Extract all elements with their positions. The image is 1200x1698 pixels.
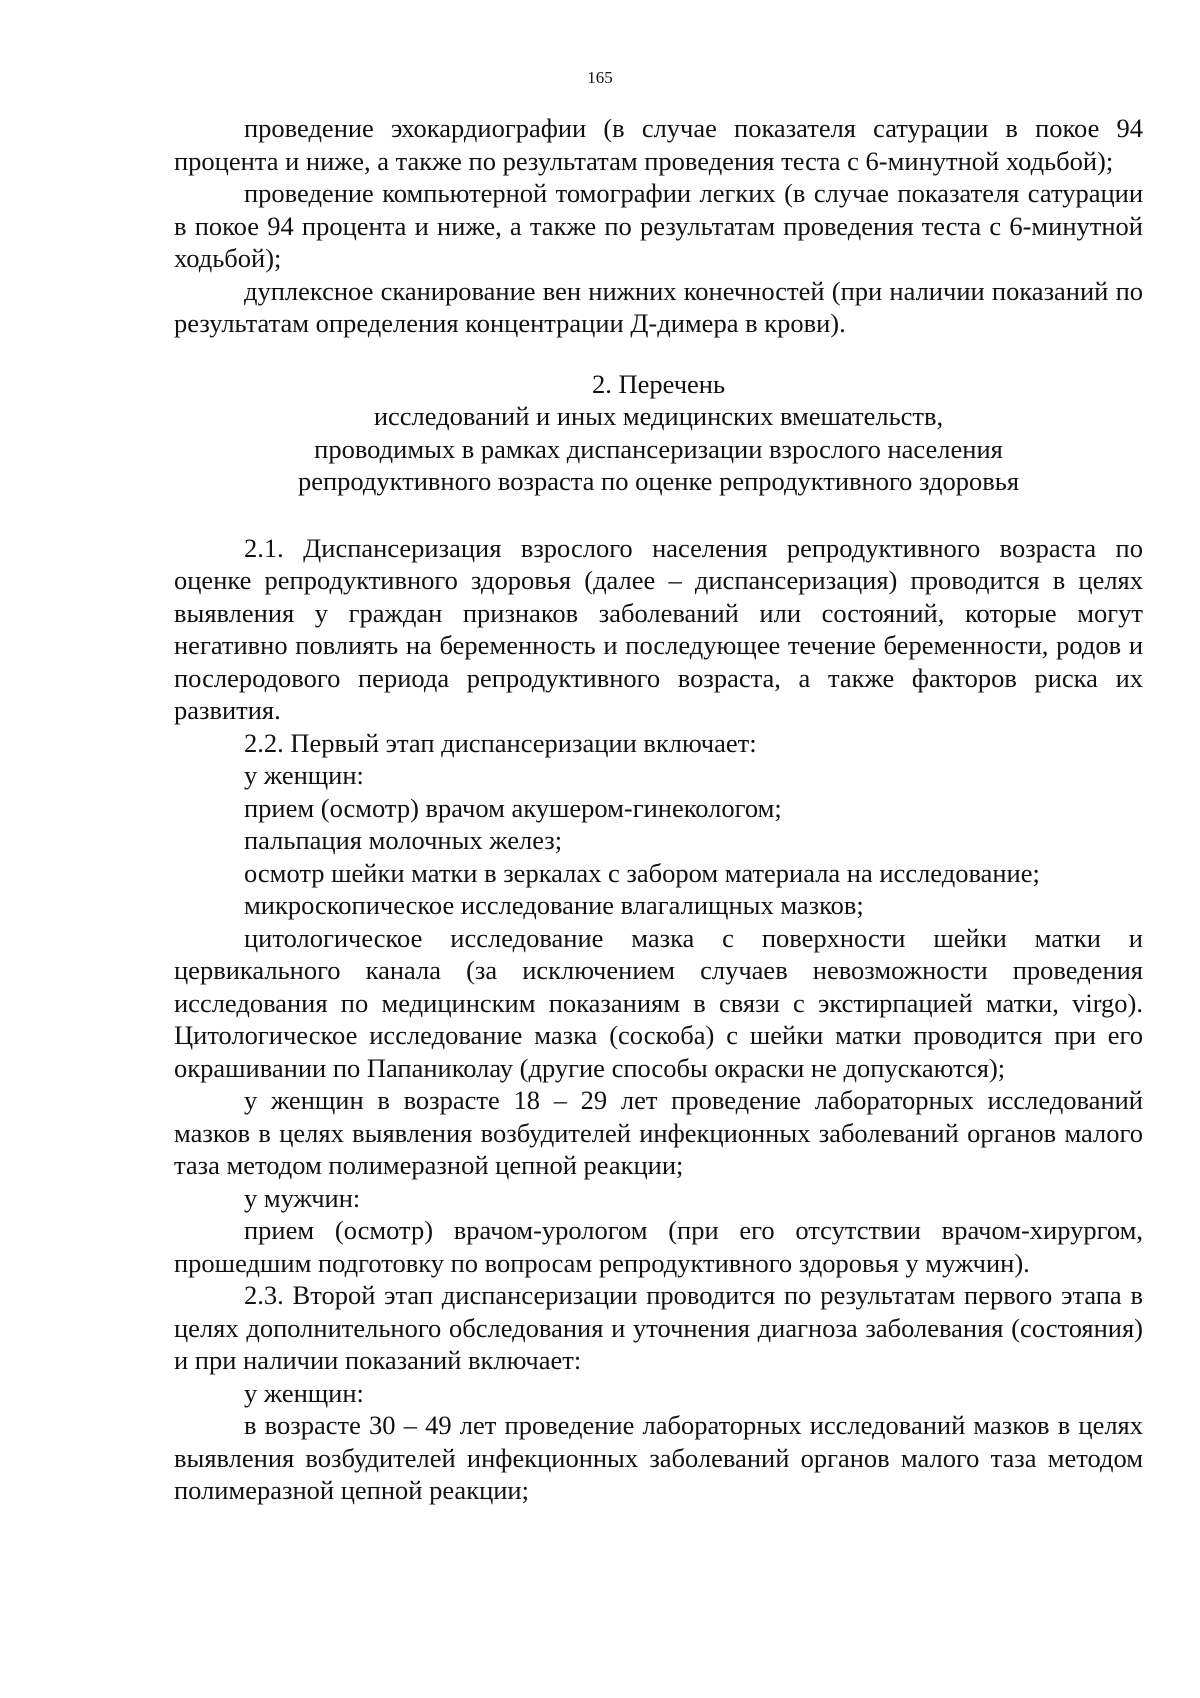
paragraph-2-3: 2.3. Второй этап диспансеризации проводится по результатам первого этапа в целях дополнительного обследования и уточнения диагноза заболевания (состояния) и при наличии показаний включает: xyxy=(174,1280,1143,1375)
list-item: микроскопическое исследование влагалищных мазков; xyxy=(244,890,864,920)
section-heading xyxy=(174,368,1143,498)
section-heading-line: репродуктивного возраста по оценке репродуктивного здоровья xyxy=(297,466,1020,496)
list-item: прием (осмотр) врачом акушером-гинекологом; xyxy=(244,792,782,823)
list-item: пальпация молочных желез; xyxy=(244,825,563,855)
list-item: у женщин: xyxy=(244,1377,364,1408)
paragraph-2-1: 2.1. Диспансеризация взрослого населения репродуктивного возраста по оценке репродуктивного здоровья (далее – диспансеризация) проводится в целях выявления у граждан признаков заболеваний или состояний, которые могут негативно повлиять на беременность и последующее течение беременности, родов и послеродового периода репродуктивного возраста, а также факторов риска их развития. xyxy=(174,532,1143,725)
paragraph-duplex-scan: дуплексное сканирование вен нижних конечностей (при наличии показаний по результатам определения концентрации Д-димера в крови). xyxy=(174,275,1143,338)
list-item: у мужчин: xyxy=(244,1182,361,1213)
document-body xyxy=(174,112,1143,1507)
paragraph-echocardiography: проведение эхокардиографии (в случае показателя сатурации в покое 94 процента и ниже, а также по результатам проведения теста с 6-минутной ходьбой); xyxy=(174,113,1143,176)
paragraph-2-2: 2.2. Первый этап диспансеризации включает: xyxy=(244,727,757,758)
paragraph-ct-lungs: проведение компьютерной томографии легких (в случае показателя сатурации в покое 94 процента и ниже, а также по результатам проведения теста с 6-минутной ходьбой); xyxy=(174,178,1143,273)
list-item: цитологическое исследование мазка с поверхности шейки матки и цервикального канала (за исключением случаев невозможности проведения исследования по медицинским показаниям в связи с экстирпацией матки, virgo). Цитологическое исследование мазка (соскоба) с шейки матки проводится при его окрашивании по Папаниколау (другие способы окраски не допускаются); xyxy=(174,922,1143,1083)
list-item: у женщин: xyxy=(244,760,364,790)
list-item: осмотр шейки матки в зеркалах с забором материала на исследование; xyxy=(244,857,1040,888)
list-item: у женщин в возрасте 18 – 29 лет проведение лабораторных исследований мазков в целях выявления возбудителей инфекционных заболеваний органов малого таза методом полимеразной цепной реакции; xyxy=(174,1085,1143,1180)
section-heading-line: исследований и иных медицинских вмешательств, xyxy=(373,401,944,431)
list-item: в возрасте 30 – 49 лет проведение лабораторных исследований мазков в целях выявления возбудителей инфекционных заболеваний органов малого таза методом полимеразной цепной реакции; xyxy=(174,1410,1143,1505)
list-item: прием (осмотр) врачом-урологом (при его отсутствии врачом-хирургом, прошедшим подготовку по вопросам репродуктивного здоровья у мужчин). xyxy=(174,1215,1143,1278)
section-heading-title: 2. Перечень xyxy=(591,368,726,399)
section-heading-line: проводимых в рамках диспансеризации взрослого населения xyxy=(314,433,1003,464)
page-number: 165 xyxy=(587,68,613,87)
